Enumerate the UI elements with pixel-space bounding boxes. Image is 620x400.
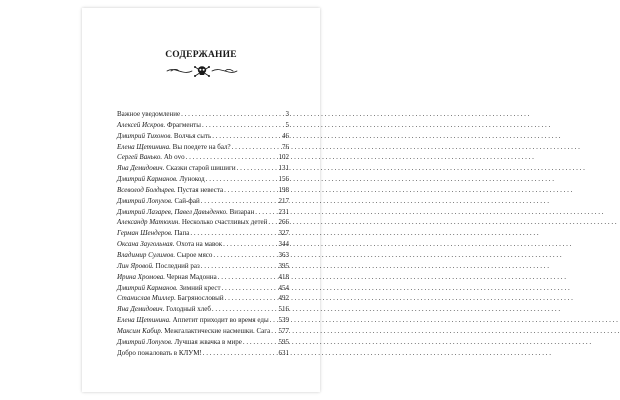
toc-entry <box>117 250 289 261</box>
toc-dot-leader <box>223 239 277 250</box>
book-page <box>82 8 320 392</box>
toc-entry <box>117 304 289 315</box>
toc-entry-text <box>117 228 189 239</box>
toc-dot-leader <box>201 196 278 207</box>
toc-entry <box>117 348 289 359</box>
toc-story-title: Добро пожаловать в КЛУМ! <box>117 348 202 357</box>
toc-entry <box>117 283 289 294</box>
toc-entry-text <box>117 239 222 250</box>
toc-page-number: 539 <box>278 316 289 325</box>
toc-entry <box>117 217 289 228</box>
toc-page-number: 492 <box>278 294 289 303</box>
toc-author: Дмитрий Лопухов. <box>117 337 173 346</box>
toc-story-title: Сказки старой шишиги <box>166 164 236 173</box>
toc-entry-text <box>117 109 180 120</box>
toc-entry-text <box>117 131 211 142</box>
toc-page-number: 363 <box>278 250 289 259</box>
toc-entry <box>117 174 289 185</box>
toc-dot-leader <box>212 304 278 315</box>
toc-entry-text <box>117 120 201 131</box>
toc-story-title: Волчья сыть <box>173 131 212 140</box>
toc-dot-leader <box>232 142 279 153</box>
toc-story-title: Последний раз <box>155 261 200 270</box>
toc-entry <box>117 239 289 250</box>
toc-author: Ирина Хромова. <box>117 272 165 281</box>
toc-entry-text <box>117 337 242 348</box>
toc-story-title: Сай-фай <box>174 196 200 205</box>
toc-author: Александр Матюхин. <box>117 218 181 227</box>
toc-author: Станислав Миллер. <box>117 294 176 303</box>
toc-entry-text <box>117 196 200 207</box>
toc-entry <box>117 315 289 326</box>
toc-story-title: Несколько счастливых детей <box>181 218 268 227</box>
toc-author: Сергей Ванько. <box>117 153 163 162</box>
toc-entry <box>117 142 289 153</box>
toc-author: Алексей Искров. <box>117 120 166 129</box>
toc-page-number: 516 <box>278 305 289 314</box>
toc-story-title: Аппетит приходит во время еды <box>172 316 269 325</box>
toc-author: Герман Шендеров. <box>117 229 173 238</box>
toc-entry <box>117 120 289 131</box>
toc-page-number: 76 <box>282 142 289 151</box>
toc-page-number: 454 <box>278 283 289 292</box>
toc-entry-text <box>117 272 217 283</box>
toc-entry-text <box>117 152 185 163</box>
toc-page-number: 231 <box>278 207 289 216</box>
toc-page-number: 327 <box>278 229 289 238</box>
toc-author: Дмитрий Лазарев, Павел Давыденко. <box>117 207 228 216</box>
toc-dot-leader <box>224 185 277 196</box>
toc-entry <box>117 272 289 283</box>
table-of-contents <box>117 109 289 358</box>
toc-author: Дмитрий Лопухов. <box>117 196 173 205</box>
toc-entry <box>117 207 289 218</box>
toc-page-number: 156 <box>278 175 289 184</box>
toc-page-number: 266 <box>278 218 289 227</box>
toc-dot-leader <box>186 152 278 163</box>
toc-story-title: Багрянословый <box>177 294 224 303</box>
toc-story-title: Лучшая жвачка в мире <box>174 337 242 346</box>
toc-page-number: 5 <box>285 120 289 129</box>
toc-story-title: Охота на мавок <box>176 240 223 249</box>
toc-dot-leader <box>201 261 278 272</box>
toc-dot-leader <box>206 174 278 185</box>
toc-dot-leader <box>243 337 278 348</box>
toc-story-title: Папа <box>174 229 190 238</box>
toc-page-number: 595 <box>278 337 289 346</box>
toc-author: Владимир Сулимов. <box>117 250 176 259</box>
toc-story-title: Сырое мясо <box>176 250 213 259</box>
toc-author: Максим Кабир. <box>117 326 163 335</box>
toc-entry <box>117 109 289 120</box>
toc-entry-text <box>117 185 223 196</box>
toc-entry <box>117 261 289 272</box>
toc-entry-text <box>117 348 202 359</box>
toc-entry <box>117 152 289 163</box>
toc-author: Дмитрий Карманов. <box>117 283 178 292</box>
toc-dot-leader <box>212 131 279 142</box>
toc-story-title: Важное уведомление <box>117 110 181 118</box>
toc-story-title: Голодный хлеб <box>166 305 211 314</box>
toc-entry-text <box>117 142 231 153</box>
toc-entry-text <box>117 163 236 174</box>
toc-story-title: Черная Мадонна <box>166 272 217 281</box>
toc-author: Яна Демидович. <box>117 305 165 314</box>
toc-dot-leader <box>202 120 279 131</box>
toc-dot-leader <box>270 315 278 326</box>
toc-author: Дмитрий Карманов. <box>117 175 178 184</box>
toc-entry <box>117 131 289 142</box>
toc-page-number: 395 <box>278 261 289 270</box>
toc-page-number: 577 <box>278 326 289 335</box>
toc-page-number: 102 <box>278 153 289 162</box>
toc-page-number: 131 <box>278 164 289 173</box>
toc-page-number: 631 <box>278 348 289 357</box>
toc-entry-text <box>117 261 200 272</box>
toc-author: Всеволод Болдырев. <box>117 185 176 194</box>
toc-entry <box>117 196 289 207</box>
toc-dot-leader <box>255 207 277 218</box>
toc-dot-leader <box>181 109 279 120</box>
toc-story-title: Визаран <box>229 207 255 216</box>
toc-page-number: 217 <box>278 196 289 205</box>
toc-dot-leader <box>225 293 278 304</box>
toc-dot-leader <box>203 348 278 359</box>
skull-crossbones-flourish-icon <box>165 63 239 79</box>
toc-story-title: Фрагменты <box>166 120 201 129</box>
toc-entry-text <box>117 217 267 228</box>
toc-entry <box>117 228 289 239</box>
toc-dot-leader <box>271 326 277 337</box>
toc-story-title: Зимний крест <box>179 283 221 292</box>
toc-entry <box>117 326 289 337</box>
toc-author: Яна Демидович. <box>117 164 165 173</box>
toc-entry-text <box>117 207 254 218</box>
toc-entry-text <box>117 283 221 294</box>
toc-page-number: 198 <box>278 185 289 194</box>
toc-entry-text <box>117 250 212 261</box>
toc-dot-leader <box>222 283 278 294</box>
toc-entry <box>117 163 289 174</box>
toc-entry-text <box>117 315 269 326</box>
toc-page-number: 344 <box>278 240 289 249</box>
toc-entry-text <box>117 293 224 304</box>
page-title: СОДЕРЖАНИЕ <box>165 50 237 60</box>
toc-entry-text <box>117 174 205 185</box>
toc-page-number: 418 <box>278 272 289 281</box>
toc-dot-leader <box>218 272 278 283</box>
toc-story-title: Лунокод <box>179 175 205 184</box>
toc-entry <box>117 293 289 304</box>
toc-story-title: Межгалактические насмешки. Сага <box>164 326 271 335</box>
toc-entry-text <box>117 304 211 315</box>
toc-author: Лин Яровой. <box>117 261 154 270</box>
toc-author: Дмитрий Тихонов. <box>117 131 173 140</box>
toc-dot-leader <box>268 217 277 228</box>
toc-dot-leader <box>213 250 277 261</box>
toc-page-number: 3 <box>285 110 289 118</box>
toc-story-title: Пустая невеста <box>177 185 224 194</box>
toc-entry-text <box>117 326 270 337</box>
toc-dot-leader <box>190 228 277 239</box>
toc-entry <box>117 185 289 196</box>
toc-author: Елена Щетинина. <box>117 316 171 325</box>
toc-dot-leader <box>237 163 278 174</box>
toc-page-number: 46 <box>282 131 289 140</box>
toc-author: Елена Щетинина. <box>117 142 171 151</box>
toc-entry <box>117 337 289 348</box>
toc-story-title: Ab ovo <box>163 153 185 162</box>
toc-story-title: Вы поедете на бал? <box>172 142 231 151</box>
toc-author: Оксана Заугольная. <box>117 240 175 249</box>
